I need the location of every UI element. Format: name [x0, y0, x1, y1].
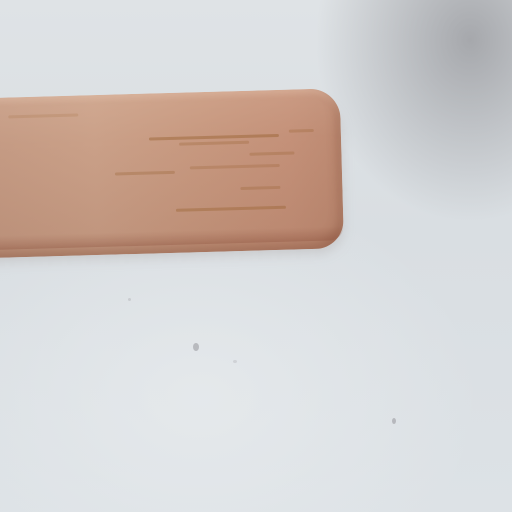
wood-grain-mark — [149, 134, 279, 141]
wood-grain-mark — [179, 141, 249, 146]
wood-grain-mark — [8, 114, 78, 119]
wood-grain-mark — [249, 151, 294, 155]
wood-grain-mark — [176, 206, 286, 212]
wooden-stick — [0, 88, 344, 258]
wood-grain-mark — [240, 186, 280, 190]
wall-speck — [128, 298, 131, 301]
wall-speck — [193, 343, 199, 351]
wall-speck — [392, 418, 396, 424]
stick-bottom-edge — [0, 226, 344, 250]
wood-grain-mark — [289, 129, 314, 133]
wood-grain-mark — [190, 164, 280, 170]
wall-speck — [233, 360, 237, 363]
wood-grain-mark — [115, 171, 175, 176]
